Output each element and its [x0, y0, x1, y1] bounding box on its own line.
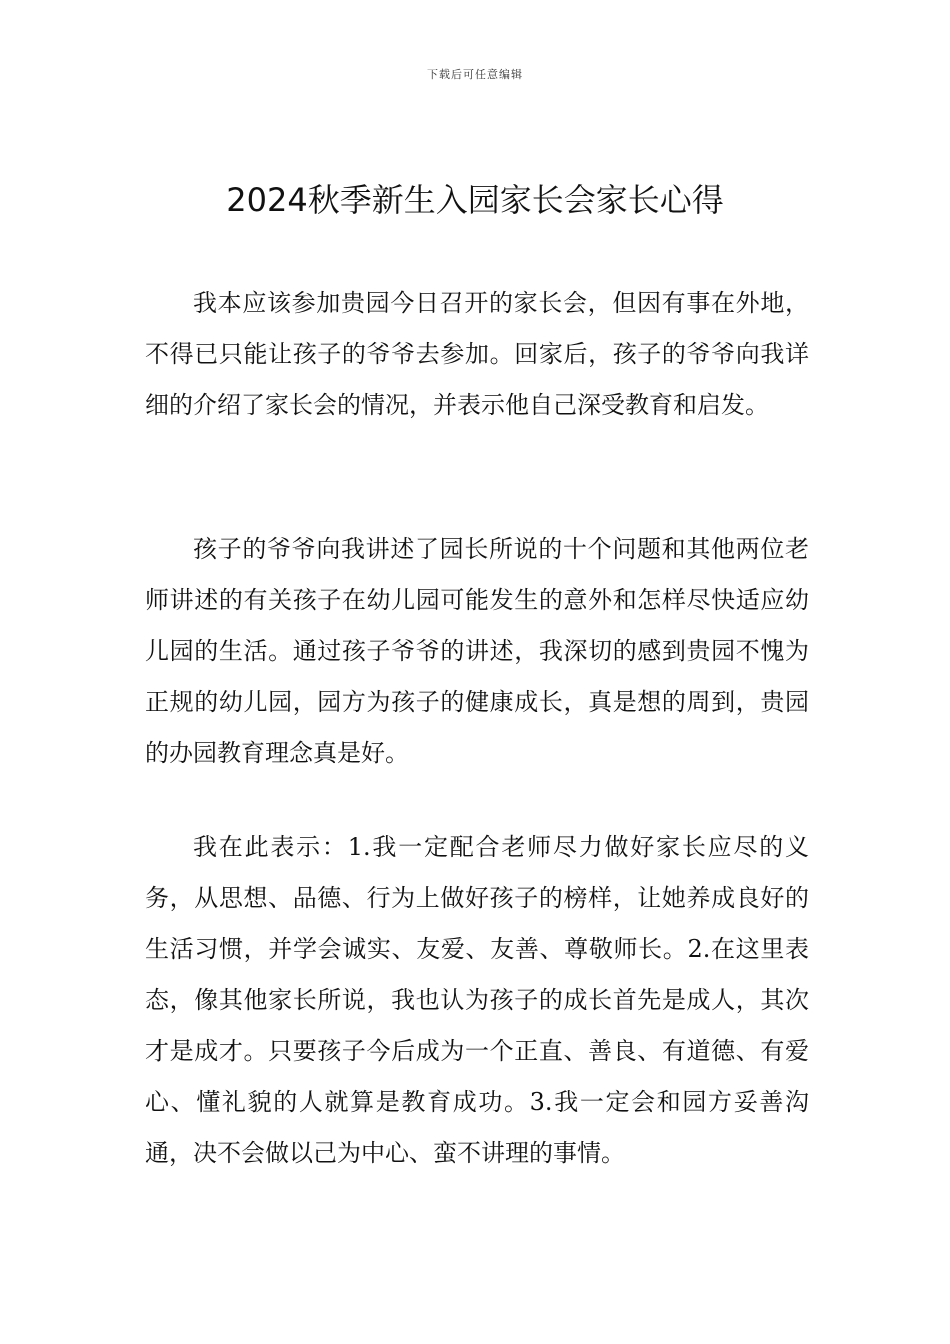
paragraph: 孩子的爷爷向我讲述了园长所说的十个问题和其他两位老师讲述的有关孩子在幼儿园可能发生的意外和怎样尽快适应幼儿园的生活。通过孩子爷爷的讲述，我深切的感到贵园不愧为正规的幼儿园，园方为孩子的健康成长，真是想的周到，贵园的办园教育理念真是好。	[145, 535, 809, 767]
document-title: 2024秋季新生入园家长会家长心得	[226, 181, 724, 219]
header-note: 下载后可任意编辑	[427, 68, 523, 81]
paragraph: 我在此表示：1.我一定配合老师尽力做好家长应尽的义务，从思想、品德、行为上做好孩子的榜样，让她养成良好的生活习惯，并学会诚实、友爱、友善、尊敬师长。2.在这里表态，像其他家长所说，我也认为孩子的成长首先是成人，其次才是成才。只要孩子今后成为一个正直、善良、有道德、有爱心、懂礼貌的人就算是教育成功。3.我一定会和园方妥善沟通，决不会做以己为中心、蛮不讲理的事情。	[145, 833, 809, 1167]
paragraph: 我本应该参加贵园今日召开的家长会，但因有事在外地，不得已只能让孩子的爷爷去参加。回家后，孩子的爷爷向我详细的介绍了家长会的情况，并表示他自己深受教育和启发。	[145, 289, 809, 419]
